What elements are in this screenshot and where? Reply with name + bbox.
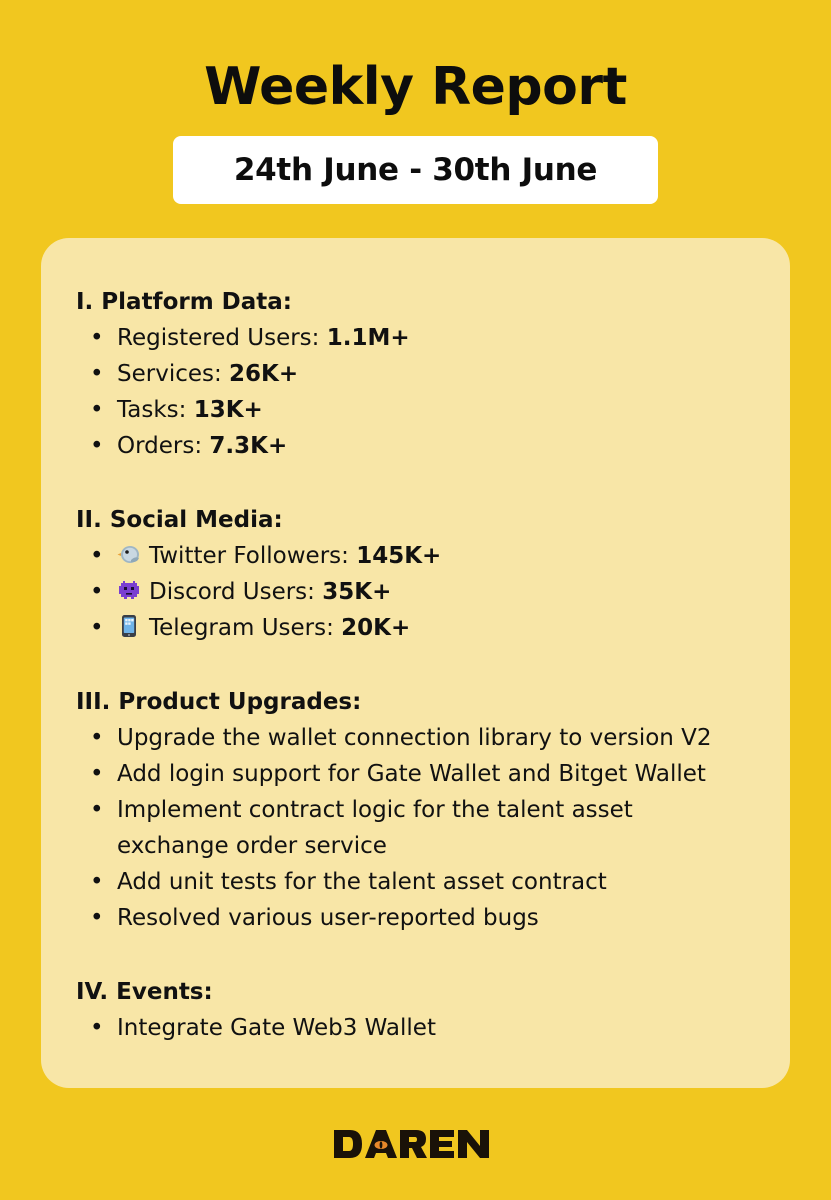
- list-item: • Add unit tests for the talent asset contract: [76, 864, 770, 900]
- bird-icon: [117, 542, 141, 566]
- report-card: [41, 238, 790, 1088]
- list-item: • Orders: 7.3K+: [76, 428, 770, 464]
- list-item: • Discord Users: 35K+: [76, 574, 770, 610]
- list-item: • Registered Users: 1.1M+: [76, 320, 770, 356]
- product-upgrades-list: [76, 720, 770, 936]
- list-item: • Telegram Users: 20K+: [76, 610, 770, 646]
- social-media-list: [76, 538, 770, 646]
- list-item: • Add login support for Gate Wallet and Bitget Wallet: [76, 756, 770, 792]
- alien-monster-icon: [117, 578, 141, 602]
- section-heading: IV. Events:: [76, 979, 213, 1005]
- list-item: • Implement contract logic for the talent asset exchange order service: [76, 792, 770, 864]
- section-platform-data: [76, 284, 770, 464]
- report-content: [76, 284, 770, 1084]
- section-heading: I. Platform Data:: [76, 289, 293, 315]
- list-item: • Tasks: 13K+: [76, 392, 770, 428]
- list-item: • Services: 26K+: [76, 356, 770, 392]
- daren-logo: [334, 1128, 497, 1160]
- section-heading: II. Social Media:: [76, 507, 283, 533]
- list-item: • Integrate Gate Web3 Wallet: [76, 1010, 770, 1046]
- platform-data-list: [76, 320, 770, 464]
- list-item: • Resolved various user-reported bugs: [76, 900, 770, 936]
- section-events: [76, 974, 770, 1046]
- date-range: 24th June - 30th June: [233, 152, 598, 188]
- date-range-box: [173, 136, 658, 204]
- section-heading: III. Product Upgrades:: [76, 689, 362, 715]
- section-product-upgrades: [76, 684, 770, 936]
- section-social-media: [76, 502, 770, 646]
- page-title: Weekly Report: [204, 57, 627, 117]
- list-item: • Twitter Followers: 145K+: [76, 538, 770, 574]
- events-list: [76, 1010, 770, 1046]
- mobile-phone-icon: [117, 614, 141, 638]
- list-item: • Upgrade the wallet connection library to version V2: [76, 720, 770, 756]
